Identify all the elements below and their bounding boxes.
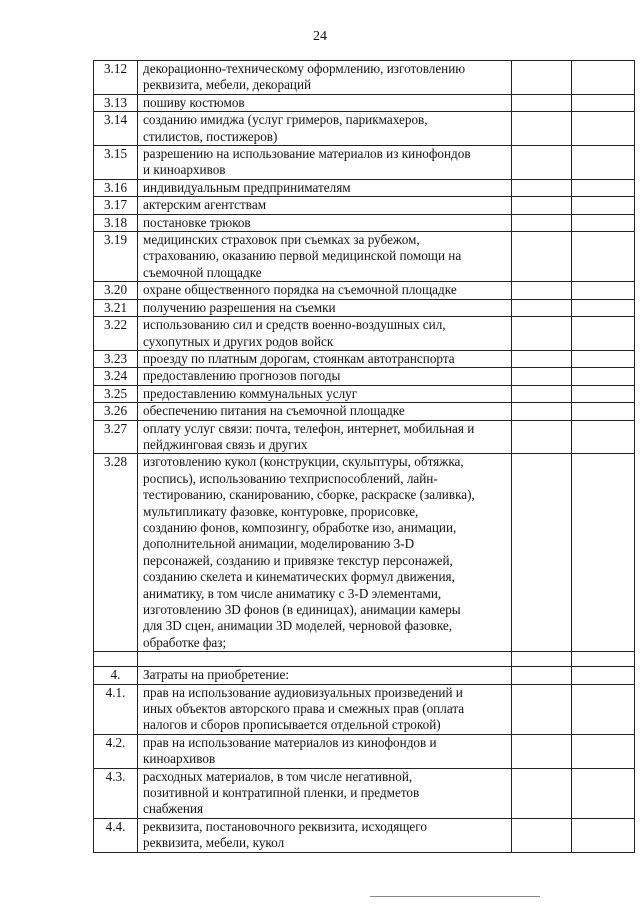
item-description	[138, 768, 512, 818]
table-row	[94, 214, 635, 231]
amount-cell	[512, 818, 572, 852]
amount-cell	[572, 214, 635, 231]
amount-cell	[512, 667, 572, 684]
description-line: медицинских страховок при съемках за рубежом,	[143, 232, 420, 248]
item-number: 3.22	[94, 317, 138, 351]
description-line: тестированию, сканированию, сборке, раскраске (заливка),	[143, 487, 475, 503]
item-number: 3.24	[94, 368, 138, 385]
amount-cell	[512, 684, 572, 734]
description-line: обеспечению питания на съемочной площадке	[143, 403, 405, 419]
amount-cell	[512, 61, 572, 95]
item-number: 3.27	[94, 420, 138, 454]
amount-cell	[512, 214, 572, 231]
item-description	[138, 317, 512, 351]
table-row	[94, 667, 635, 684]
description-line: расходных материалов, в том числе негативной,	[143, 768, 413, 784]
description-line: мультипликату фазовке, контуровке, прорисовке,	[143, 503, 419, 519]
description-line: роспись), использованию техприспособлений, лайн-	[143, 470, 438, 486]
item-description	[138, 146, 512, 180]
table-row	[94, 454, 635, 652]
amount-cell	[572, 299, 635, 316]
item-description	[138, 420, 512, 454]
table-row	[94, 197, 635, 214]
description-line: реквизита, постановочного реквизита, исходящего	[143, 818, 427, 834]
amount-cell	[512, 146, 572, 180]
amount-cell	[512, 368, 572, 385]
description-line: получению разрешения на съемки	[143, 299, 336, 315]
item-description	[138, 350, 512, 367]
description-line: пейджинговая связь и других	[143, 436, 308, 452]
amount-cell	[512, 652, 572, 667]
amount-cell	[572, 282, 635, 299]
description-line: иных объектов авторского права и смежных прав (оплата	[143, 701, 465, 717]
item-description	[138, 652, 512, 667]
description-line: реквизита, мебели, декораций	[143, 77, 312, 93]
description-line: и киноархивов	[143, 162, 226, 178]
item-number: 4.2.	[94, 734, 138, 768]
description-line: съемочной площадке	[143, 264, 262, 280]
page-number: 24	[313, 29, 327, 44]
item-description	[138, 734, 512, 768]
amount-cell	[512, 232, 572, 282]
description-line: оплату услуг связи: почта, телефон, интернет, мобильная и	[143, 420, 475, 436]
amount-cell	[512, 197, 572, 214]
item-number: 3.19	[94, 232, 138, 282]
description-line: предоставлению прогнозов погоды	[143, 368, 341, 384]
description-line: разрешению на использование материалов из кинофондов	[143, 146, 471, 162]
amount-cell	[572, 684, 635, 734]
amount-cell	[512, 350, 572, 367]
description-line: аниматику, в том числе аниматику с 3-D элементами,	[143, 585, 442, 601]
amount-cell	[512, 282, 572, 299]
item-number: 3.21	[94, 299, 138, 316]
table-row	[94, 94, 635, 111]
description-line: использованию сил и средств военно-воздушных сил,	[143, 317, 446, 333]
amount-cell	[512, 385, 572, 402]
item-number: 3.17	[94, 197, 138, 214]
item-number: 4.	[94, 667, 138, 684]
item-number: 3.23	[94, 350, 138, 367]
item-number: 3.18	[94, 214, 138, 231]
item-description	[138, 385, 512, 402]
item-number: 3.26	[94, 403, 138, 420]
description-line: прав на использование аудиовизуальных произведений и	[143, 684, 463, 700]
item-number	[94, 652, 138, 667]
description-line: индивидуальным предпринимателям	[143, 179, 351, 195]
table-row	[94, 146, 635, 180]
table-row	[94, 299, 635, 316]
description-line: киноархивов	[143, 751, 216, 767]
table-row	[94, 768, 635, 818]
amount-cell	[512, 734, 572, 768]
amount-cell	[512, 179, 572, 196]
description-line: страхованию, оказанию первой медицинской помощи на	[143, 248, 462, 264]
amount-cell	[512, 454, 572, 652]
table-row	[94, 420, 635, 454]
table-row	[94, 734, 635, 768]
item-number: 4.1.	[94, 684, 138, 734]
item-number: 3.15	[94, 146, 138, 180]
description-line: персонажей, созданию и привязке текстур персонажей,	[143, 552, 453, 568]
item-number: 4.3.	[94, 768, 138, 818]
description-line: созданию фонов, композингу, обработке изо, анимации,	[143, 519, 457, 535]
amount-cell	[512, 403, 572, 420]
amount-cell	[512, 112, 572, 146]
description-line: стилистов, постижеров)	[143, 128, 278, 144]
description-line: реквизита, мебели, кукол	[143, 835, 285, 851]
table-row	[94, 232, 635, 282]
item-description	[138, 197, 512, 214]
description-line: налогов и сборов прописывается отдельной строкой)	[143, 717, 441, 733]
description-line: созданию скелета и кинематических формул движения,	[143, 569, 455, 585]
amount-cell	[572, 179, 635, 196]
description-line: актерским агентствам	[143, 197, 267, 213]
table-row	[94, 403, 635, 420]
table-row	[94, 317, 635, 351]
amount-cell	[572, 317, 635, 351]
table-row	[94, 385, 635, 402]
amount-cell	[572, 403, 635, 420]
description-line: проезду по платным дорогам, стоянкам автотранспорта	[143, 350, 455, 366]
amount-cell	[572, 197, 635, 214]
scan-edge-line	[370, 896, 540, 897]
item-number: 3.28	[94, 454, 138, 652]
item-number: 3.12	[94, 61, 138, 95]
item-description	[138, 454, 512, 652]
description-line: позитивной и контратипной пленки, и предметов	[143, 785, 420, 801]
table-body	[94, 61, 635, 853]
amount-cell	[572, 368, 635, 385]
amount-cell	[512, 420, 572, 454]
description-line: охране общественного порядка на съемочной площадке	[143, 282, 457, 298]
table-row	[94, 282, 635, 299]
amount-cell	[512, 299, 572, 316]
table-row	[94, 179, 635, 196]
table-row	[94, 112, 635, 146]
amount-cell	[512, 768, 572, 818]
amount-cell	[572, 652, 635, 667]
item-description	[138, 684, 512, 734]
description-line: постановке трюков	[143, 214, 251, 230]
item-description	[138, 112, 512, 146]
table-row	[94, 684, 635, 734]
description-line: Затраты на приобретение:	[143, 667, 289, 683]
description-line: прав на использование материалов из кинофондов и	[143, 734, 437, 750]
amount-cell	[572, 454, 635, 652]
description-line: предоставлению коммунальных услуг	[143, 385, 358, 401]
table-row	[94, 368, 635, 385]
amount-cell	[572, 94, 635, 111]
item-description	[138, 667, 512, 684]
item-number: 4.4.	[94, 818, 138, 852]
table-row	[94, 818, 635, 852]
amount-cell	[512, 317, 572, 351]
table-row	[94, 350, 635, 367]
amount-cell	[572, 112, 635, 146]
description-line: сухопутных и других родов войск	[143, 333, 334, 349]
description-line: пошиву костюмов	[143, 94, 245, 110]
amount-cell	[512, 94, 572, 111]
item-number: 3.14	[94, 112, 138, 146]
item-description	[138, 232, 512, 282]
amount-cell	[572, 420, 635, 454]
item-description	[138, 282, 512, 299]
item-number: 3.13	[94, 94, 138, 111]
amount-cell	[572, 768, 635, 818]
item-description	[138, 179, 512, 196]
description-line: дополнительной анимации, моделированию 3-D	[143, 536, 415, 552]
amount-cell	[572, 734, 635, 768]
amount-cell	[572, 385, 635, 402]
description-line: изготовлению 3D фонов (в единицах), анимации камеры	[143, 602, 461, 617]
description-line: снабжения	[143, 801, 204, 817]
description-line: изготовлению кукол (конструкции, скульптуры, обтяжка,	[143, 454, 464, 470]
item-number: 3.25	[94, 385, 138, 402]
description-line: обработке фаз;	[143, 634, 227, 650]
item-description	[138, 368, 512, 385]
amount-cell	[572, 818, 635, 852]
amount-cell	[572, 61, 635, 95]
item-description	[138, 94, 512, 111]
item-description	[138, 214, 512, 231]
item-description	[138, 403, 512, 420]
amount-cell	[572, 146, 635, 180]
item-number: 3.20	[94, 282, 138, 299]
amount-cell	[572, 667, 635, 684]
item-description	[138, 299, 512, 316]
amount-cell	[572, 350, 635, 367]
item-description	[138, 818, 512, 852]
description-line: созданию имиджа (услуг гримеров, парикмахеров,	[143, 112, 428, 128]
description-line: декорационно-техническому оформлению, изготовлению	[143, 61, 466, 76]
table-row	[94, 61, 635, 95]
table-row	[94, 652, 635, 667]
description-line: для 3D сцен, анимации 3D моделей, черновой фазовке,	[143, 618, 453, 634]
amount-cell	[572, 232, 635, 282]
item-number: 3.16	[94, 179, 138, 196]
item-description	[138, 61, 512, 95]
cost-items-table	[93, 60, 635, 853]
